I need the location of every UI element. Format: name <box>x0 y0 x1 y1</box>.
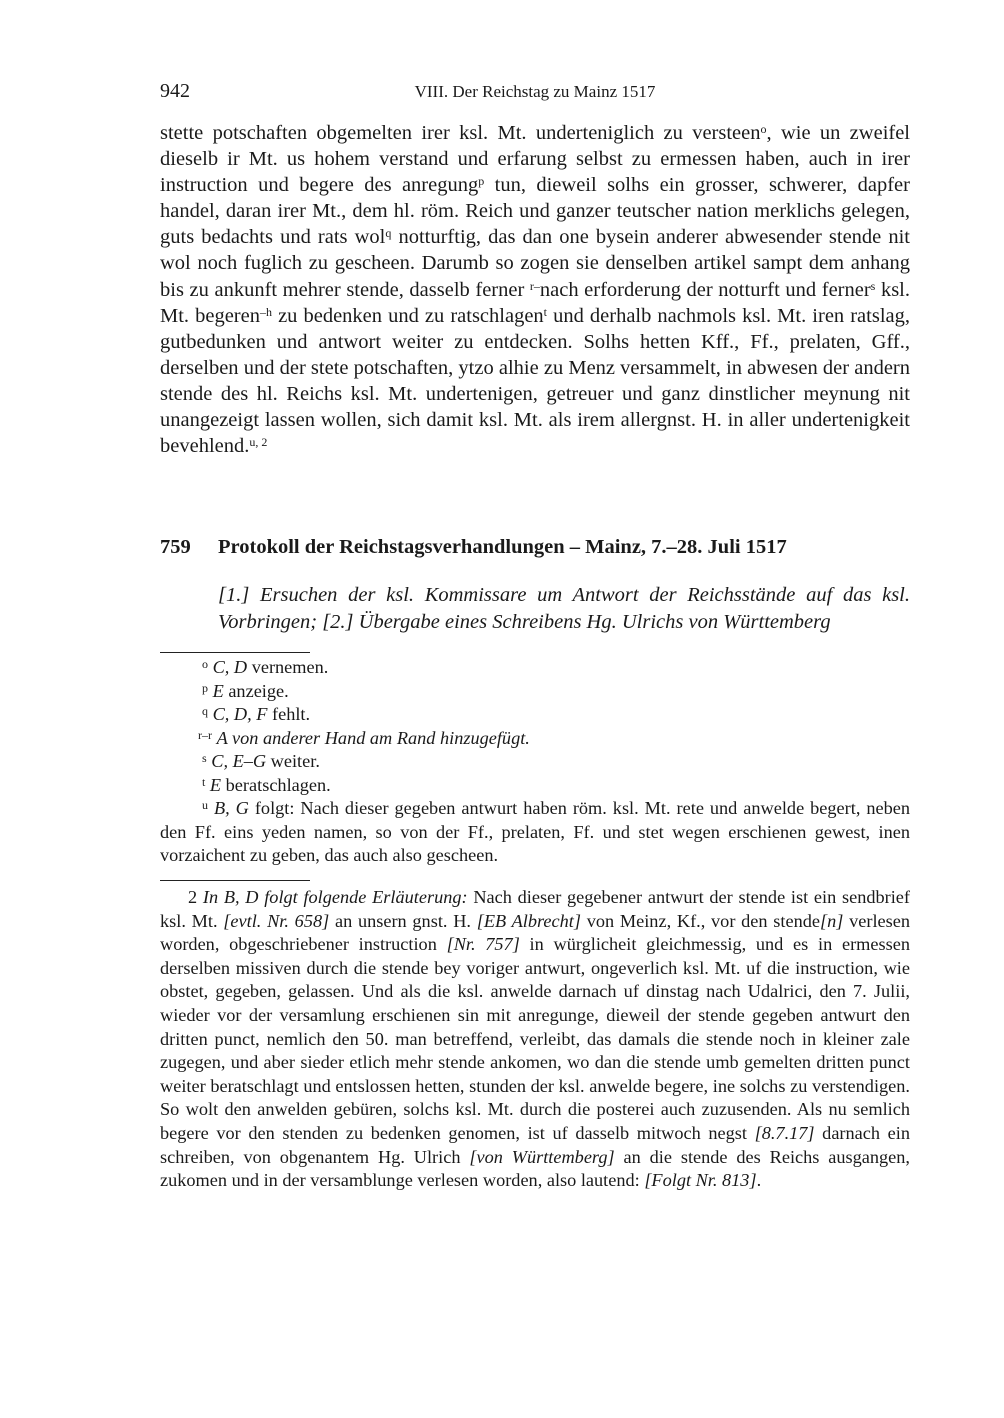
text-segment: tun, dieweil solhs ein grosser, schwerer, dapfer handel, daran irer Mt., dem hl. röm. Reich und ganzer teutscher nation merklichs gelegen, guts bedachts und rats wol <box>160 174 910 249</box>
main-paragraph <box>160 120 910 459</box>
textual-note <box>160 750 910 774</box>
document-number: 759 <box>160 536 191 558</box>
note-mark: t <box>543 304 548 319</box>
note-letter: t <box>202 774 206 789</box>
textual-note <box>160 656 910 680</box>
note-letter: s <box>202 751 207 765</box>
note-mark: –h <box>260 304 272 319</box>
running-title: VIII. Der Reichstag zu Mainz 1517 <box>414 82 656 101</box>
editorial-insert: [EB Albrecht] <box>476 910 581 931</box>
note-mark: q <box>385 226 392 241</box>
text-segment: an unsern gnst. H. <box>329 910 477 931</box>
note-mark: s <box>870 278 876 293</box>
textual-note <box>160 703 910 727</box>
note-sigla: C, D <box>212 657 248 677</box>
note-sigla: E <box>212 680 224 701</box>
note-text: folgt: Nach dieser gegeben antwurt haben röm. ksl. Mt. rete und anwelde begert, neben den Ff. eins yeden namen, so von der Ff., prelaten, Ff. und stet wegen erschienen gewest, inen vorzaichent zu geben, das auch also gescheen. <box>160 798 910 865</box>
page-number: 942 <box>160 80 190 102</box>
note-sigla: C, E–G <box>211 751 267 771</box>
text-segment: stette potschaften obgemelten irer ksl. Mt. underteniglich zu versteen <box>160 122 761 144</box>
text-segment: zu bedenken und zu ratschlagen <box>272 304 544 327</box>
document-regest: [1.] Ersuchen der ksl. Kommissare um Antwort der Reichsstände auf das ksl. Vorbringen; [2.] Übergabe eines Schreibens Hg. Ulrichs von Württemberg <box>218 584 910 633</box>
textual-note <box>160 727 910 751</box>
commentary-note <box>160 886 910 1193</box>
text-segment: Nach dieser gegebener antwurt der stende ist ein sendbrief ksl. Mt. <box>160 887 910 931</box>
editorial-insert: [8.7.17] <box>754 1122 815 1143</box>
note-mark: u, 2 <box>249 435 268 450</box>
footnote-divider <box>160 652 310 653</box>
editorial-insert: [Nr. 757] <box>446 934 520 955</box>
text-segment: nach erforderung der notturft und ferner <box>539 278 871 301</box>
text-segment: darnach ein schreiben, von obgenantem Hg. Ulrich <box>160 1122 910 1167</box>
textual-note <box>160 797 910 868</box>
text-segment: von Meinz, Kf., vor den stende <box>580 910 820 931</box>
textual-apparatus <box>160 656 910 868</box>
textual-note <box>160 680 910 704</box>
note-text: fehlt. <box>267 704 311 724</box>
document-title: Protokoll der Reichstagsverhandlungen – Mainz, 7.–28. Juli 1517 <box>218 536 787 558</box>
note-letter: p <box>202 680 208 695</box>
editorial-insert: [n] <box>819 910 844 931</box>
note-letter: q <box>202 704 208 718</box>
note-mark: r– <box>529 278 540 293</box>
note-mark: o <box>760 122 767 136</box>
page-header <box>160 80 910 110</box>
note-letter: o <box>202 657 208 671</box>
textual-note <box>160 774 910 798</box>
note-text: anzeige. <box>223 680 289 701</box>
text-segment: . <box>756 1170 762 1191</box>
note-sigla: B, G <box>213 798 249 818</box>
main-text <box>160 120 910 459</box>
text-segment: , wie un zweifel dieselb ir Mt. us hohem verstand und erfarung selbst zu ermessen haben, auch in irer instruction und begere des anregung <box>160 122 911 197</box>
editorial-insert: [von Württemberg] <box>469 1146 615 1167</box>
editorial-insert: [Folgt Nr. 813] <box>644 1170 757 1191</box>
text-segment: notturftig, das dan one bysein anderer abwesender stende nit wol noch fuglich zu gescheen. Darumb so zogen sie denselben artikel sampt dem anhang bis zu ankunft mehrer stende, dasselb ferner <box>160 226 910 301</box>
text-segment: an die stende des Reichs ausgangen, zukomen und in der versamblunge verlesen worden, also lautend: <box>160 1146 910 1191</box>
note-letter: u <box>202 798 208 812</box>
footnote-number: 2 <box>188 887 198 907</box>
note-sigla: E <box>209 774 222 795</box>
note-sigla: C, D, F <box>212 704 268 724</box>
commentary-footnotes <box>160 886 910 1193</box>
text-segment: verlesen worden, obgeschriebener instruction <box>160 910 910 955</box>
document-heading <box>160 536 910 559</box>
footnote-divider <box>160 880 310 881</box>
note-text: vernemen. <box>247 657 329 677</box>
text-segment: in würglicheit gleichmessig, und es in ermessen derselben missiven durch die stende bey voriger antwurt, ongeverlich ksl. Mt. uf die instruction, wie obstet, gegeben, gelassen. Und als die ksl. anwelde darnach uf dinstag nach Udalrici, den 7. Julii, wieder vor der versamlung erschienen sin mit anregunge, dieweil der stende gegeben antwurt den dritten punct, nemlich den 50. man betreffend, verleibt, das damals die stende noch in kleiner zale zugegen, und aber sieder etlich mehr stende ankomen, wo dan die stende umb gemelten dritten punct weiter beratschlagt und entslossen hetten, stunden der ksl. anwelde begere, ine solchs zu verstendigen. So wolt den anwelden gebüren, solchs ksl. Mt. durch die posterei auch zuzusenden. Als nu semlich begere vor den stenden zu bedenken genomen, ist uf dasselb mitwoch negst <box>160 934 910 1143</box>
note-sigla: A von anderer Hand am Rand hinzugefügt. <box>216 727 530 748</box>
note-text: weiter. <box>266 751 320 771</box>
note-mark: p <box>478 174 485 189</box>
text-segment: und derhalb nachmols ksl. Mt. iren ratslag, gutbedunken und antwort weiter zu entdecken. Solhs hetten Kff., Ff., prelaten, Gff., derselben und der stete potschaften, ytzo alhie zu Menz versammelt, in abwesen der andern stende des hl. Reichs ksl. Mt. undertenigen, getreuer und ganz dinstlicher meynung nit unangezeigt lassen wollen, sich damit ksl. Mt. als irem allergnst. H. in aller undertenigkeit bevehlend. <box>160 304 911 458</box>
text-segment: ksl. Mt. begeren <box>160 278 910 327</box>
note-letter: r–r <box>198 727 212 742</box>
editorial-insert: [evtl. Nr. 658] <box>223 910 330 931</box>
note-text: beratschlagen. <box>221 774 331 795</box>
footnote-intro: In B, D folgt folgende Erläuterung: <box>202 887 468 907</box>
